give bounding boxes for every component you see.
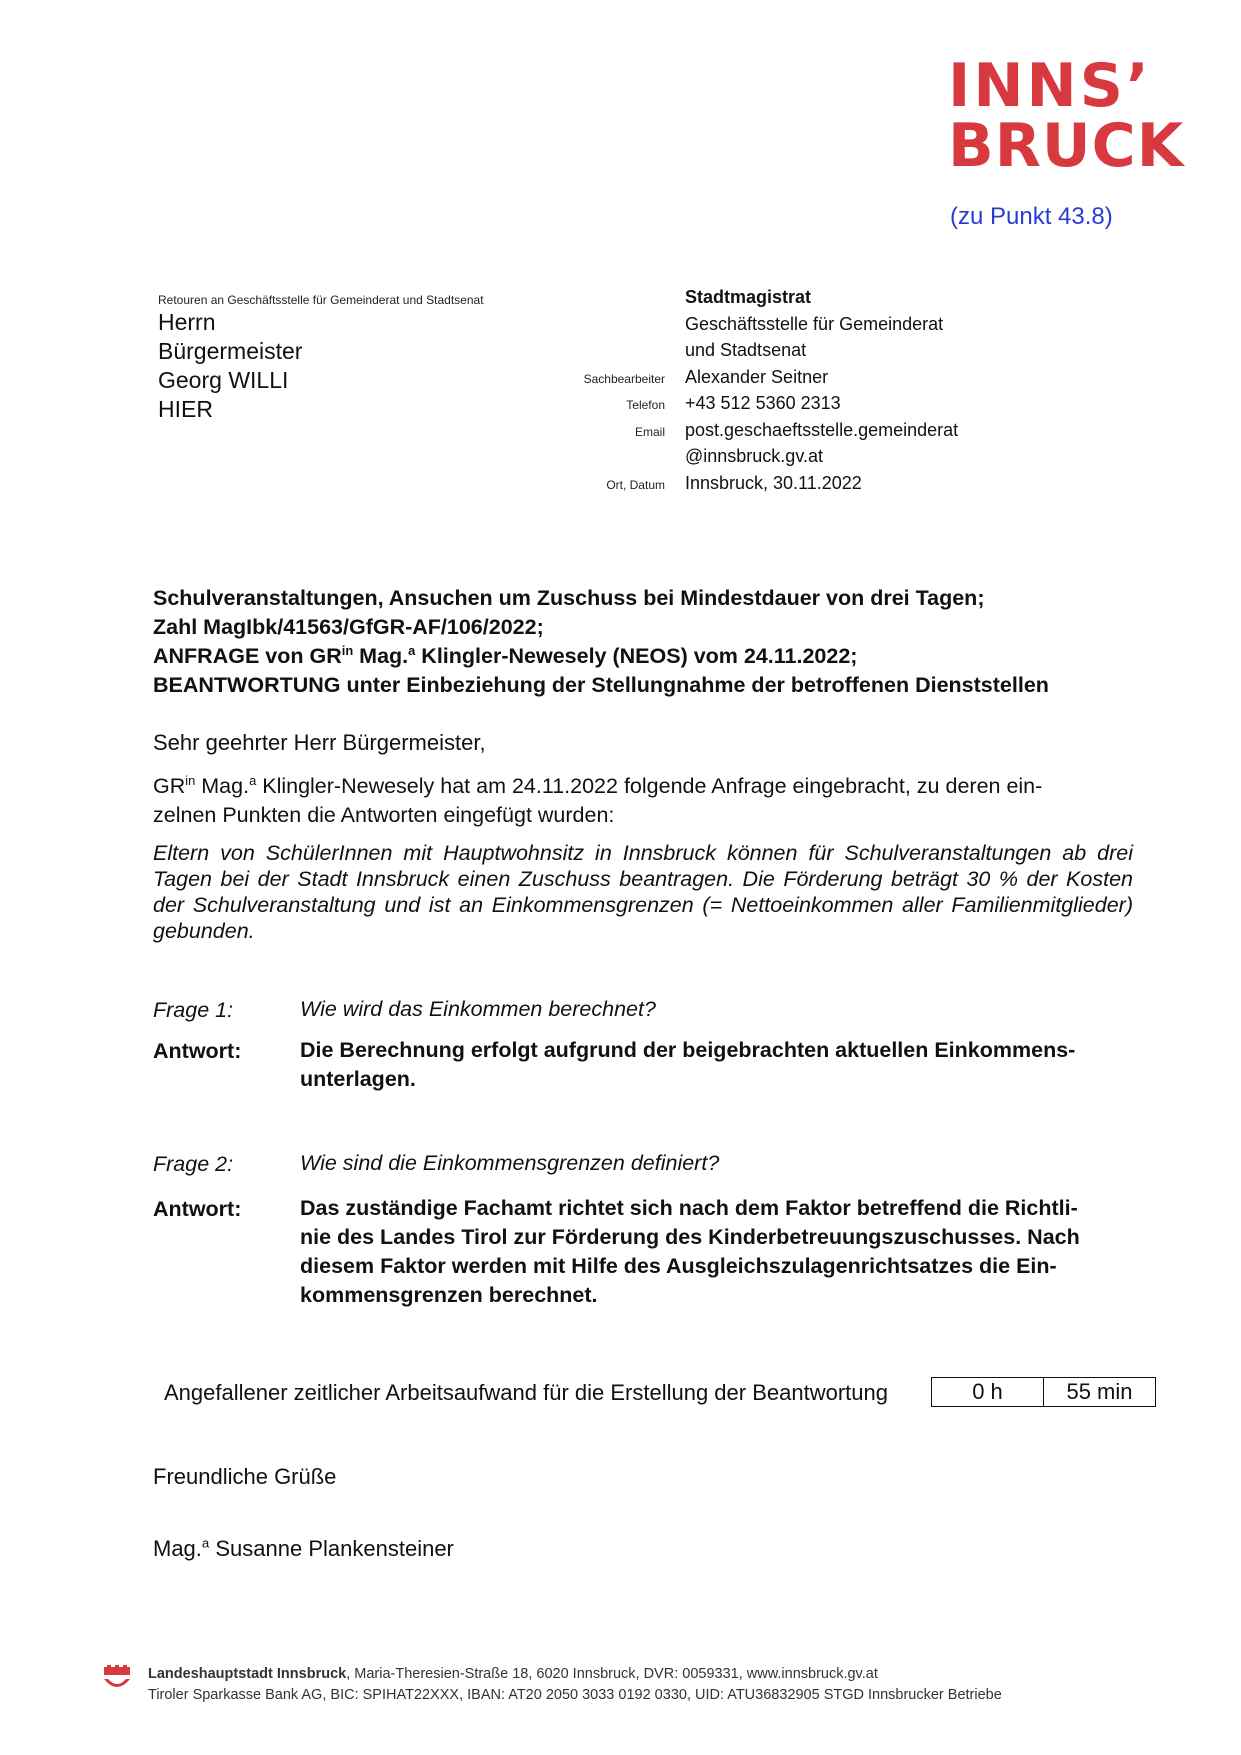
footer-line-2: Tiroler Sparkasse Bank AG, BIC: SPIHAT22XXX, IBAN: AT20 2050 3033 0192 0330, UID: ATU36832905 STGD Innsbrucker Betriebe xyxy=(148,1687,1002,1703)
subject-line: Zahl MagIbk/41563/GfGR-AF/106/2022; xyxy=(153,615,544,639)
effort-hours: 0 h xyxy=(972,1379,1003,1404)
agenda-reference: (zu Punkt 43.8) xyxy=(950,203,1113,230)
letter-date: Innsbruck, 30.11.2022 xyxy=(685,472,862,493)
sender-block xyxy=(685,284,958,496)
subject-line: Schulveranstaltungen, Ansuchen um Zuschuss bei Mindestdauer von drei Tagen; xyxy=(153,586,985,610)
answer-2-text: Das zuständige Fachamt richtet sich nach dem Faktor betreffend die Richtli- nie des Landes Tirol zur Förderung des Kinderbetreuungszuschusses. Nach diesem Faktor werden mit Hilfe des Ausgleichszulagenrichtsatzes die Ein- kommensgrenzen berechnet. xyxy=(300,1196,1080,1307)
addressee-line: Herrn xyxy=(158,309,216,335)
phone-number: +43 512 5360 2313 xyxy=(685,393,841,413)
subject-block xyxy=(153,584,1049,700)
phone-label: Telefon xyxy=(626,398,665,412)
footer-line-1: Landeshauptstadt Innsbruck, Maria-Theresien-Straße 18, 6020 Innsbruck, DVR: 0059331, www.innsbruck.gv.at xyxy=(148,1666,878,1682)
email-address-line-1[interactable]: post.geschaeftsstelle.gemeinderat xyxy=(685,419,959,440)
addressee-block xyxy=(158,308,302,424)
answer-1-label: Antwort: xyxy=(153,1039,242,1063)
sender-dept-line-1: Geschäftsstelle für Gemeinderat xyxy=(685,313,944,334)
innsbruck-logo xyxy=(948,51,1188,181)
question-2-label: Frage 2: xyxy=(153,1152,234,1176)
email-address-line-2[interactable]: @innsbruck.gv.at xyxy=(685,446,823,466)
logo-line-2: BRUCK xyxy=(948,111,1185,181)
clerk-name: Alexander Seitner xyxy=(685,366,829,387)
question-1-label: Frage 1: xyxy=(153,998,234,1022)
question-1-text: Wie wird das Einkommen berechnet? xyxy=(300,997,656,1021)
effort-label: Angefallener zeitlicher Arbeitsaufwand für die Erstellung der Beantwortung xyxy=(164,1380,888,1405)
clerk-label: Sachbearbeiter xyxy=(583,371,665,386)
effort-minutes: 55 min xyxy=(1043,1378,1155,1406)
sender-labels xyxy=(500,286,665,498)
answer-2-label: Antwort: xyxy=(153,1197,242,1221)
email-label: Email xyxy=(634,424,665,439)
subject-line: BEANTWORTUNG unter Einbeziehung der Stellungnahme der betroffenen Dienststellen xyxy=(153,673,1049,697)
date-label: Ort, Datum xyxy=(606,477,665,492)
footer xyxy=(148,1664,1002,1706)
answer-1-text: Die Berechnung erfolgt aufgrund der beigebrachten aktuellen Einkommens- unterlagen. xyxy=(300,1038,1076,1091)
return-address: Retouren an Geschäftsstelle für Gemeinderat und Stadtsenat xyxy=(158,293,484,307)
addressee-line: HIER xyxy=(158,396,213,422)
intro-paragraph: $GR^{in}$ Mag.$^a$ Klingler-Newesely hat am 24.11.2022 folgende Anfrage eingebracht, zu deren ein- zelnen Punkten die Antworten eingefügt wurden: xyxy=(153,772,1043,827)
sender-office: Stadtmagistrat xyxy=(685,287,812,307)
city-emblem-icon xyxy=(102,1665,132,1695)
logo-line-1: INNS’ xyxy=(948,51,1152,121)
effort-table xyxy=(931,1377,1156,1407)
subject-line: ANFRAGE von $GR^{in}$ Mag.$^a$ Klingler-Newesely (NEOS) vom 24.11.2022; xyxy=(153,642,858,668)
addressee-line: Georg WILLI xyxy=(158,367,289,393)
sender-dept-line-2: und Stadtsenat xyxy=(685,340,807,360)
inquiry-quote: Eltern von SchülerInnen mit Hauptwohnsitz in Innsbruck können für Schulveranstaltungen ab drei Tagen bei der Stadt Innsbruck einen Zuschuss beantragen. Die Förderung beträgt 30 % der Kosten der Schulveranstaltung und ist an Einkommensgrenzen (= Nettoeinkommen aller Familienmitglieder) gebunden. xyxy=(153,841,1133,943)
closing: Freundliche Grüße xyxy=(153,1464,337,1489)
question-2-text: Wie sind die Einkommensgrenzen definiert? xyxy=(300,1151,720,1175)
salutation: Sehr geehrter Herr Bürgermeister, xyxy=(153,730,486,755)
addressee-line: Bürgermeister xyxy=(158,338,303,364)
signatory-name: Mag.$^a$ Susanne Plankensteiner xyxy=(153,1535,454,1561)
